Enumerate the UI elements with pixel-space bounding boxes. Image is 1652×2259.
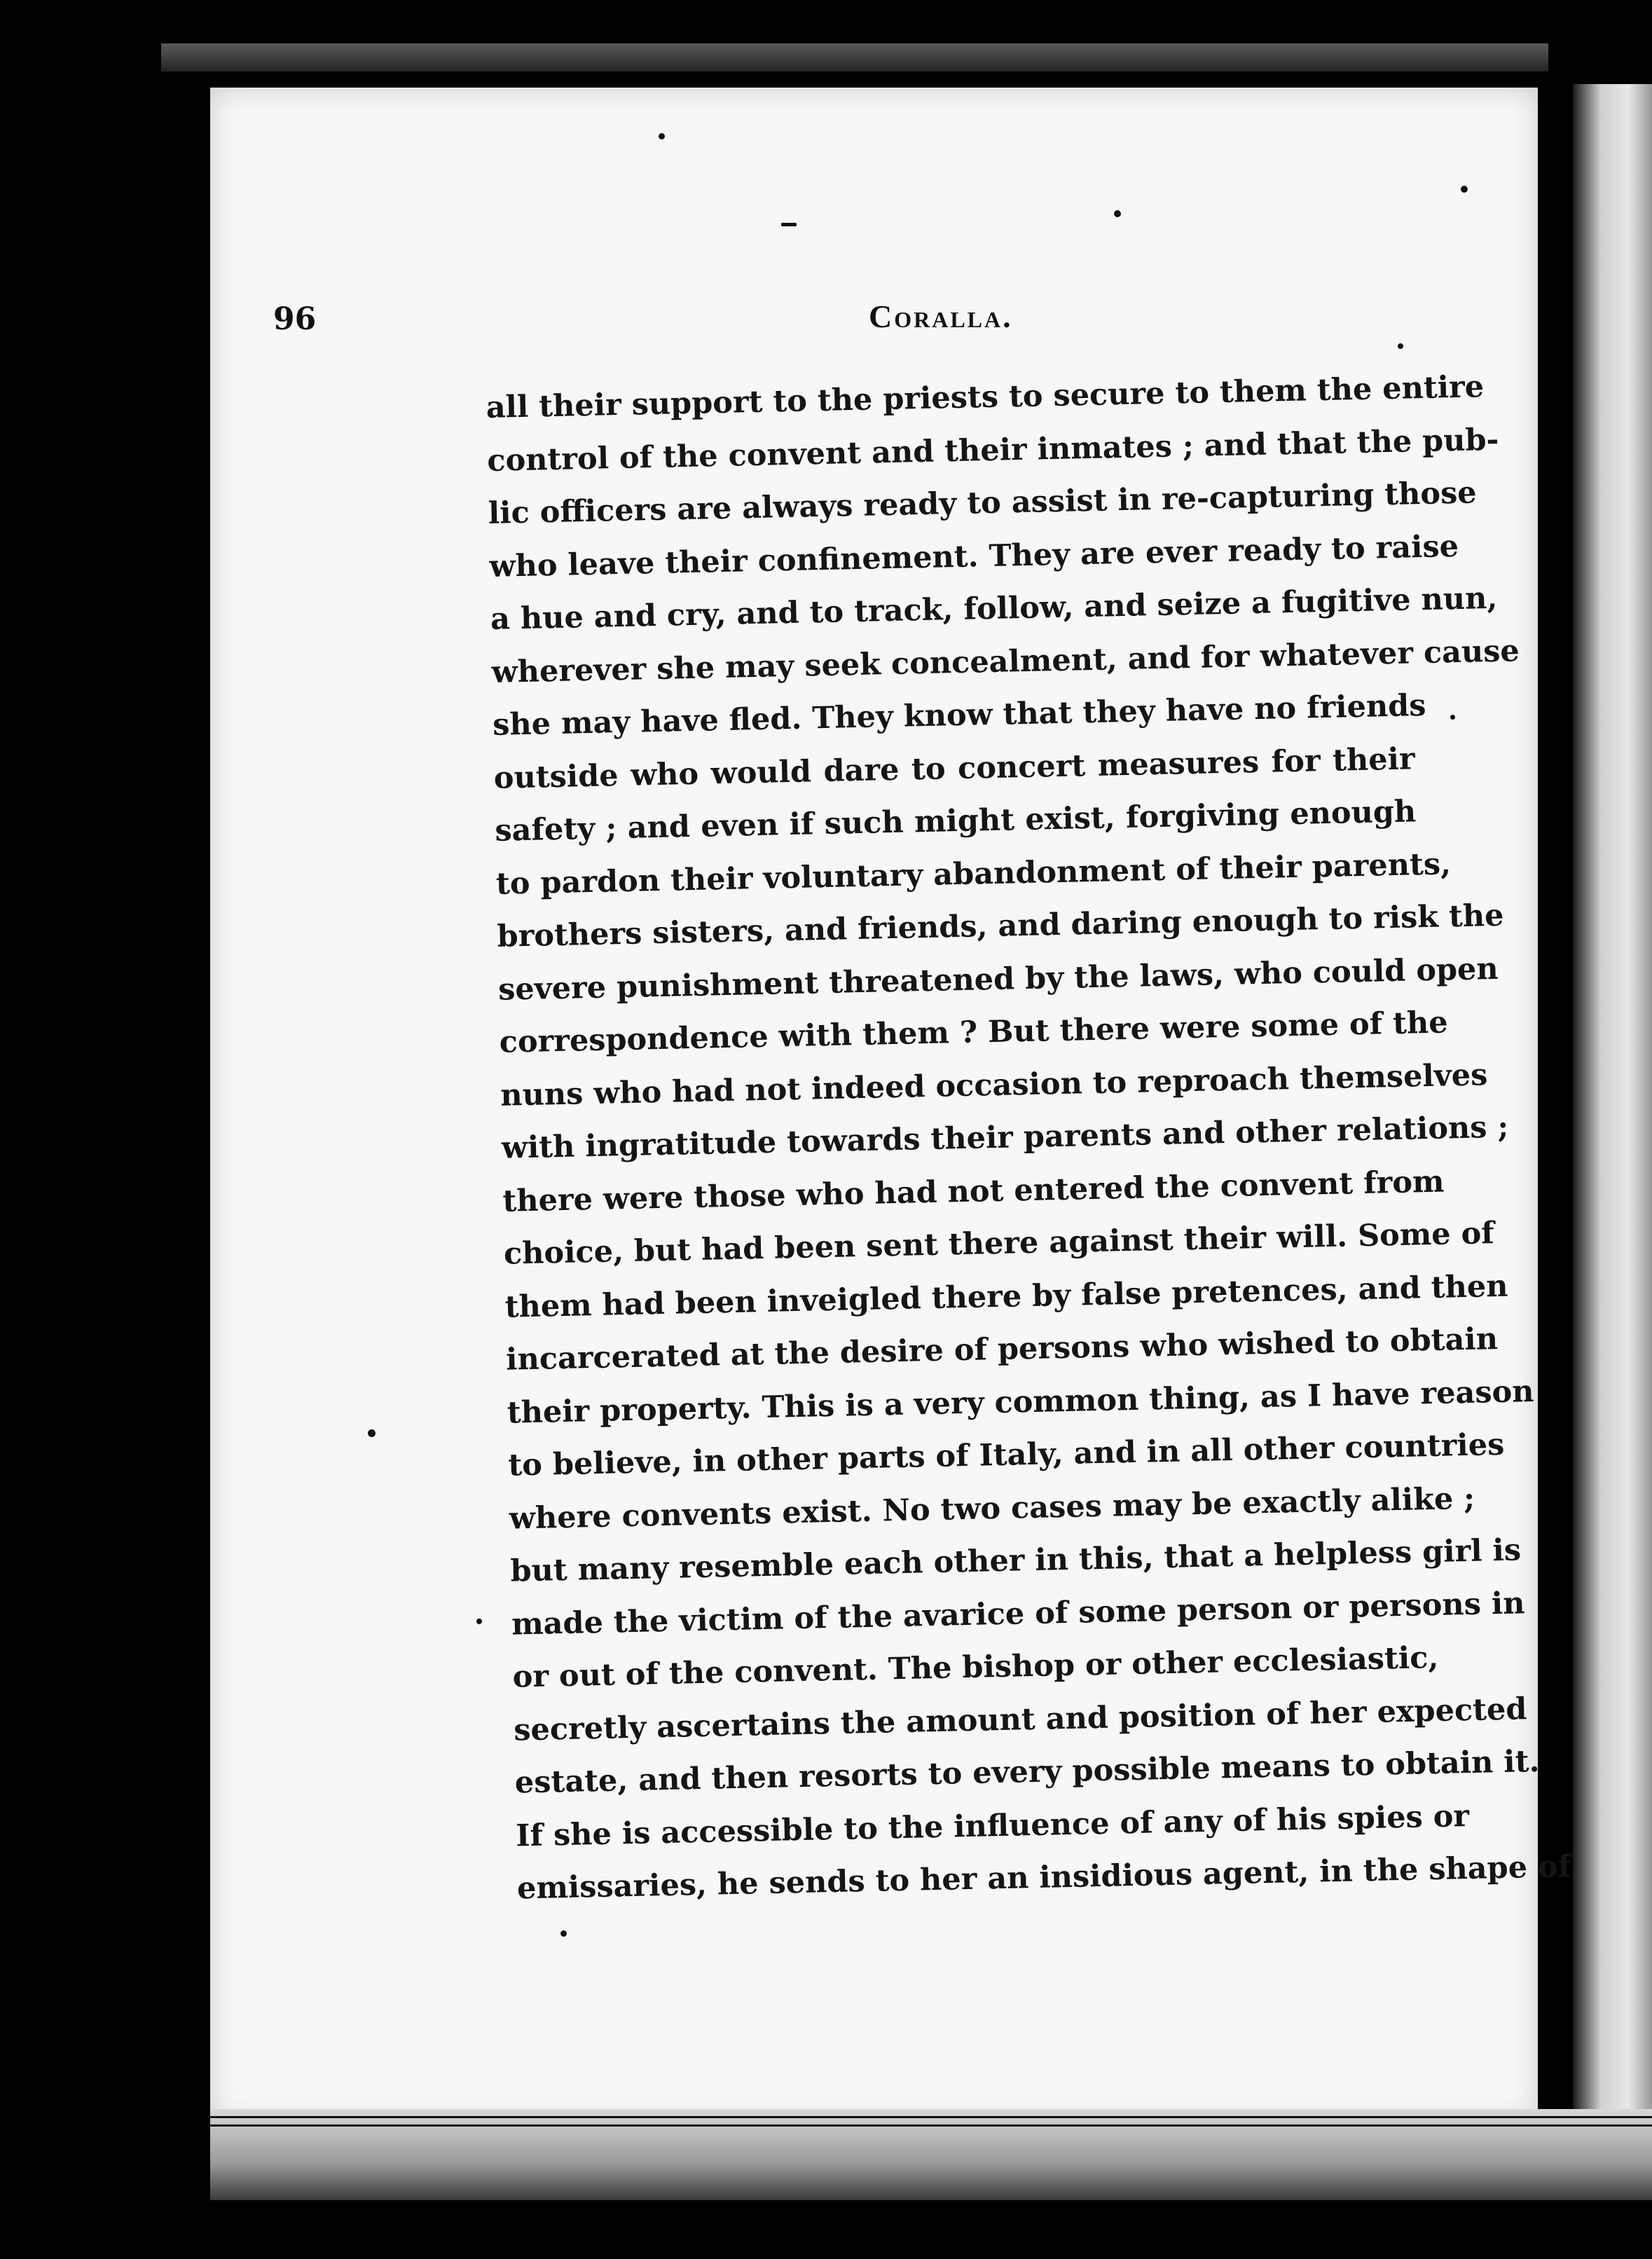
scan-speck — [368, 1429, 376, 1437]
text-line: severe punishment threatened by the laws, who could open — [497, 951, 1499, 1008]
text-line: nuns who had not indeed occasion to reproach themselves — [500, 1057, 1488, 1113]
bottom-rule — [210, 2116, 1652, 2118]
page-header — [273, 210, 1436, 337]
text-line: secretly ascertains the amount and position of her expected — [513, 1691, 1527, 1748]
body-text — [486, 362, 1571, 1916]
text-line: If she is accessible to the influence of any of his spies or — [515, 1798, 1470, 1854]
scan-speck — [1114, 210, 1121, 217]
scan-speck — [1398, 343, 1403, 349]
text-line: all their support to the priests to secure to them the entire — [486, 369, 1485, 425]
text-line: where convents exist. No two cases may be exactly alike ; — [509, 1481, 1475, 1537]
text-line: a hue and cry, and to track, follow, and seize a fugitive nun, — [490, 580, 1498, 637]
text-line: choice, but had been sent there against their will. Some of — [503, 1216, 1495, 1272]
text-line: them had been inveigled there by false pretences, and then — [504, 1268, 1508, 1325]
text-line: to believe, in other parts of Italy, and in all other countries — [507, 1427, 1505, 1483]
bottom-rule — [210, 2124, 1652, 2127]
scan-top-edge — [161, 43, 1548, 71]
text-line: there were those who had not entered the convent from — [502, 1164, 1445, 1219]
text-line: to pardon their voluntary abandonment of their parents, — [495, 846, 1452, 902]
text-line: safety ; and even if such might exist, forgiving enough — [494, 794, 1417, 849]
text-line: incarcerated at the desire of persons who wished to obtain — [505, 1321, 1499, 1378]
text-line: or out of the convent. The bishop or other ecclesiastic, — [512, 1640, 1439, 1695]
adjacent-page-edge — [1573, 84, 1652, 2137]
text-line: brothers sisters, and friends, and daring enough to risk the — [497, 898, 1504, 954]
scan-speck — [1461, 186, 1468, 193]
text-line: lic officers are always ready to assist in re-capturing those — [488, 475, 1478, 531]
text-line: she may have fled. They know that they have no friends — [492, 687, 1426, 743]
text-line: who leave their confinement. They are ever ready to raise — [488, 528, 1459, 584]
scan-speck — [476, 1619, 482, 1624]
scan-speck — [659, 133, 665, 139]
text-line: with ingratitude towards their parents and other relations ; — [501, 1109, 1509, 1166]
scan-speck — [1450, 715, 1455, 720]
text-line: estate, and then resorts to every possible means to obtain it. — [514, 1743, 1540, 1801]
running-head: Coralla. — [869, 298, 1013, 334]
text-line: their property. This is a very common thing, as I have reason — [507, 1373, 1534, 1431]
text-line: outside who would dare to concert measures for their — [493, 741, 1416, 796]
text-line: wherever she may seek concealment, and for whatever cause — [491, 633, 1520, 690]
scan-bottom-edge — [210, 2109, 1652, 2200]
text-line: made the victim of the avarice of some person or persons in — [511, 1585, 1525, 1642]
text-line: correspondence with them ? But there were some of the — [499, 1005, 1449, 1060]
text-line: control of the convent and their inmates ; and that the pub- — [486, 422, 1499, 479]
text-line: but many resemble each other in this, that a helpless girl is — [510, 1532, 1522, 1589]
text-line: emissaries, he sends to her an insidious agent, in the shape of — [516, 1849, 1571, 1907]
page-number: 96 — [273, 301, 317, 337]
scan-speck — [781, 223, 797, 226]
scan-speck — [560, 1930, 567, 1937]
